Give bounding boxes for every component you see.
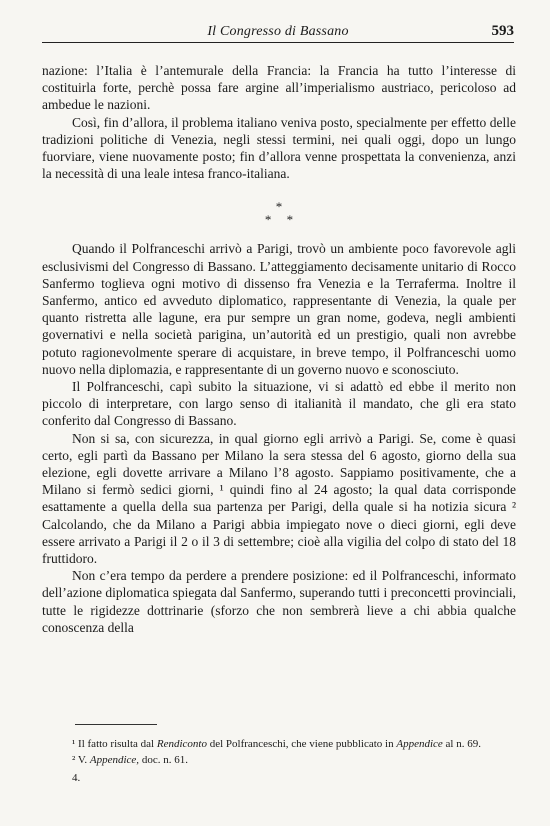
footnote-divider bbox=[75, 724, 157, 725]
footnote-text: del Polfranceschi, che viene pubblicato in bbox=[206, 738, 397, 750]
footnote-text: ² V. bbox=[72, 754, 90, 766]
running-title: Il Congresso di Bassano bbox=[207, 24, 349, 39]
footnote-italic: Rendiconto bbox=[156, 738, 207, 750]
footnote-italic: Appendice, bbox=[89, 754, 140, 766]
footnote-text: al n. 69. bbox=[442, 738, 481, 750]
paragraph: Il Polfranceschi, capì subito la situazione, vi si adattò ed ebbe il merito non piccolo di interpretare, con largo senso di italianità il mandato, che gli era stato conferito dal Congresso di Bassano. bbox=[42, 379, 516, 429]
paragraph: Quando il Polfranceschi arrivò a Parigi, trovò un ambiente poco favorevole agli esclusivismi del Congresso di Bassano. L’atteggiamento decisamente unitario di Rocco Sanfermo toglieva ogni motivo di dissenso fra Venezia e la Terraferma. Inoltre il Sanfermo, antico ed avveduto diplomatico, rappresentante di Venezia, la quale per quanto ristretta alle lagune, era pur sempre un gran nome, godeva, negli ambienti governativi e nella società parigina, un’autorità ed un prestigio, quali non avrebbe potuto ragionevolmente sperare di acquistare, in breve tempo, il Polfranceschi uomo nuovo nella diplomazia, e rappresentante di un governo nuovo e sconosciuto. bbox=[42, 241, 516, 377]
footnotes bbox=[42, 736, 516, 786]
body-text bbox=[42, 62, 516, 636]
footnote-2 bbox=[42, 752, 516, 768]
footnote-text: ¹ Il fatto risulta dal bbox=[72, 738, 157, 750]
footnote-1 bbox=[42, 736, 516, 752]
signature-mark: 4. bbox=[72, 772, 81, 784]
section-break-stars: * * bbox=[264, 212, 300, 228]
page-number: 593 bbox=[491, 23, 514, 39]
paragraph: nazione: l’Italia è l’antemurale della Francia: la Francia ha tutto l’interesse di costituirla forte, perchè possa fare argine all’imperialismo austriaco, pericoloso ad ambedue le nazioni. bbox=[42, 63, 516, 113]
paragraph: Non c’era tempo da perdere a prendere posizione: ed il Polfranceschi, informato dell’azione diplomatica spiegata dal Sanfermo, superando tutti i preconcetti provinciali, tutte le rigidezze dottrinarie (sforzo che non sembrerà lieve a chi abbia qualche conoscenza della bbox=[42, 568, 516, 635]
section-break-star: * bbox=[275, 199, 283, 215]
footnote-text: doc. n. 61. bbox=[139, 754, 188, 766]
section-break bbox=[42, 200, 516, 226]
paragraph: Così, fin d’allora, il problema italiano veniva posto, specialmente per effetto delle tradizioni politiche di Venezia, negli stessi termini, nei quali oggi, dopo un lungo fuorviare, viene nuovamente posto; fin d’allora venne prospettata la convenienza, anzi la necessità di una leale intesa franco-italiana. bbox=[42, 114, 516, 182]
paragraph: Non si sa, con sicurezza, in qual giorno egli arrivò a Parigi. Se, come è quasi certo, egli partì da Bassano per Milano la sera stessa del 6 agosto, giorno della sua elezione, egli dovette arrivare a Milano l’8 agosto. Sappiamo positivamente, che a Milano si fermò sedici giorni, ¹ quindi fino al 24 agosto; la qual data corrisponde esattamente a quella della sua partenza per Parigi, della quale si ha notizia sicura ² Calcolando, che da Milano a Parigi abbia impiegato nove o dieci giorni, egli deve essere arrivato a Parigi il 2 o il 3 di settembre; cioè alla vigilia del colpo di stato del 18 fruttidoro. bbox=[42, 430, 516, 567]
page-header bbox=[42, 22, 514, 43]
footnote-italic: Appendice bbox=[396, 738, 443, 750]
